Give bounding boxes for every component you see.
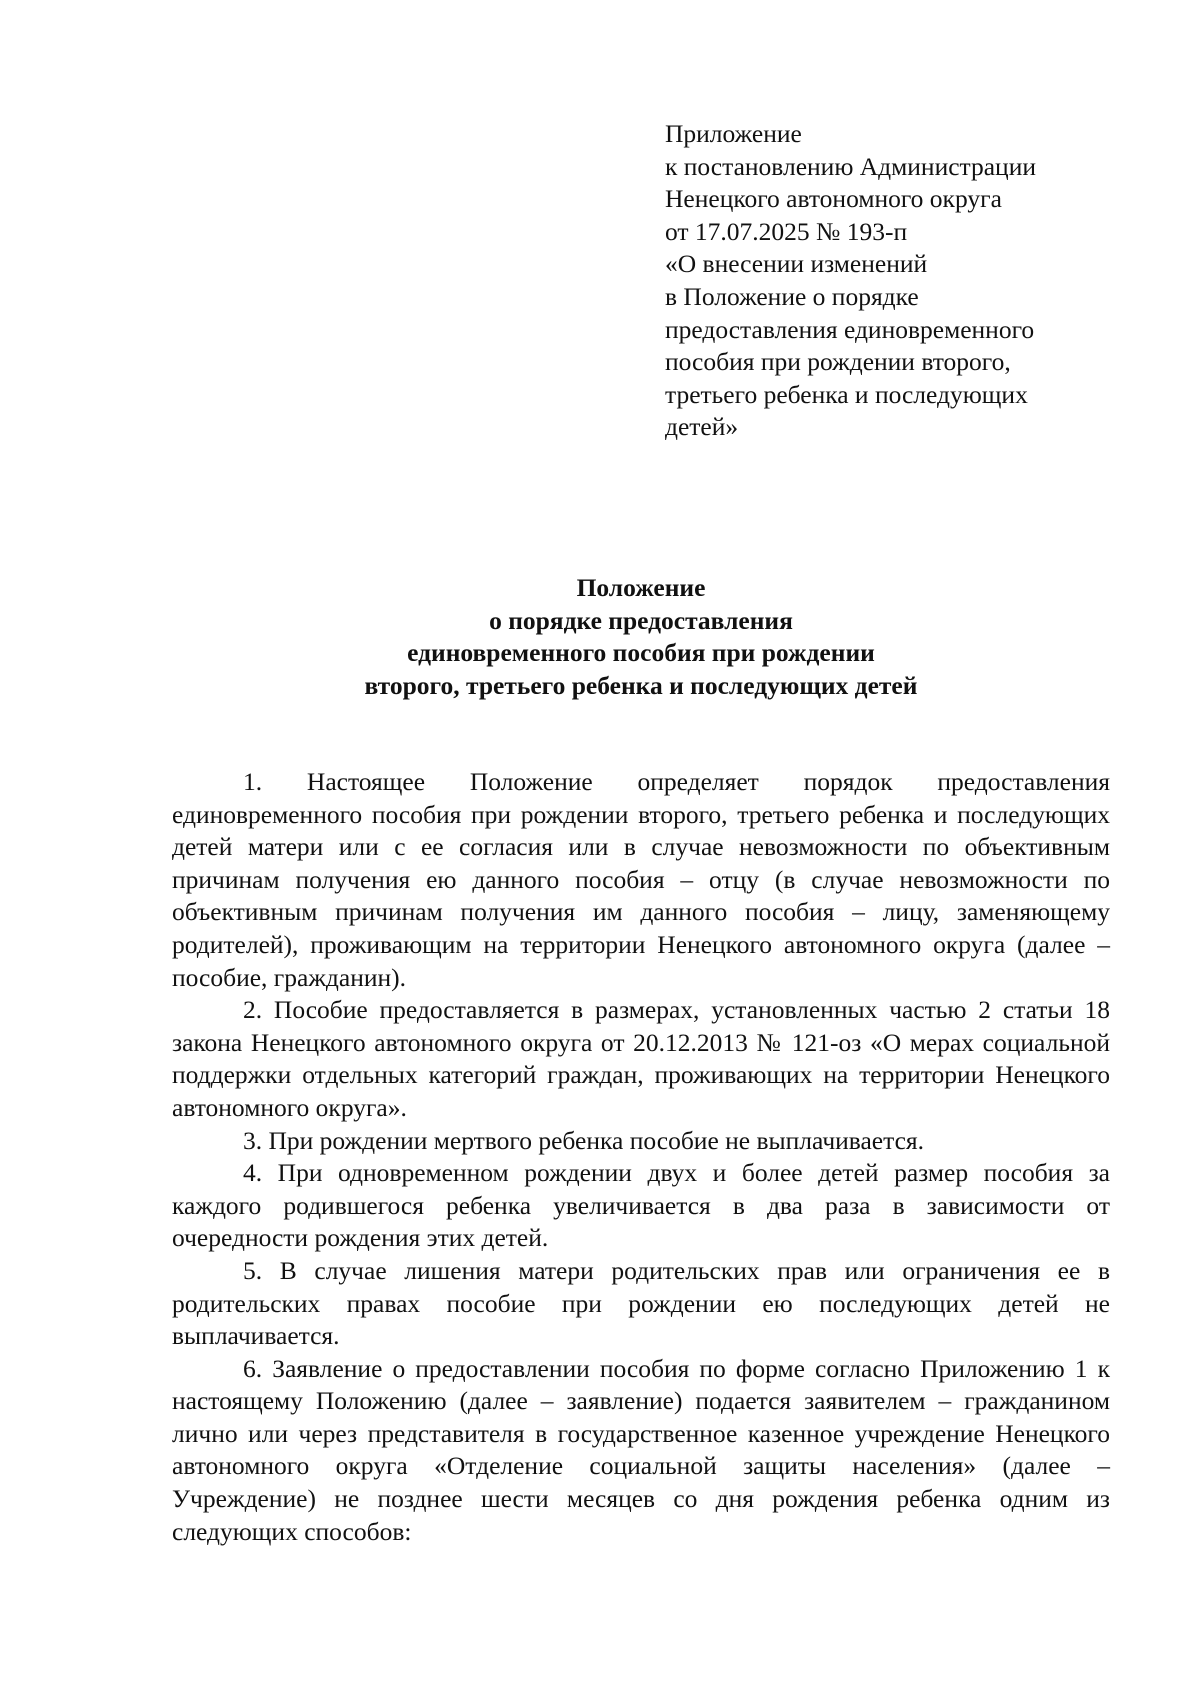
title-line: Положение xyxy=(576,573,706,602)
paragraph-6: 6. Заявление о предоставлении пособия по форме согласно Приложению 1 к настоящему Положению (далее – заявление) подается заявителем – гражданином лично или через представителя в государственное казенное учреждение Ненецкого автономного округа «Отделение социальной защиты населения» (далее – Учреждение) не позднее шести месяцев со дня рождения ребенка одним из следующих способов: xyxy=(172,1353,1110,1546)
title-line: о порядке предоставления xyxy=(489,605,793,635)
paragraph-4: 4. При одновременном рождении двух и более детей размер пособия за каждого родившегося ребенка увеличивается в два раза в зависимости от очередности рождения этих детей. xyxy=(172,1158,1110,1253)
appendix-line: в Положение о порядке xyxy=(665,281,919,311)
paragraph-1: 1. Настоящее Положение определяет порядок предоставления единовременного пособия при рождении второго, третьего ребенка и последующих детей матери или с ее согласия или в случае невозможности по объективным причинам получения ею данного пособия – отцу (в случае невозможности по объективным причинам получения им данного пособия – лицу, заменяющему родителей), проживающим на территории Ненецкого автономного округа (далее – пособие, гражданин). xyxy=(172,767,1110,992)
document-title xyxy=(170,572,1112,702)
appendix-block xyxy=(665,118,1135,444)
title-line: единовременного пособия при рождении xyxy=(407,638,875,668)
appendix-line: детей» xyxy=(665,412,739,442)
appendix-line: Ненецкого автономного округа xyxy=(665,184,1002,214)
title-line: второго, третьего ребенка и последующих детей xyxy=(364,670,918,700)
paragraph-2: 2. Пособие предоставляется в размерах, установленных частью 2 статьи 18 закона Ненецкого автономного округа от 20.12.2013 № 121-оз «О мерах социальной поддержки отдельных категорий граждан, проживающих на территории Ненецкого автономного округа». xyxy=(172,995,1110,1122)
paragraph-5: 5. В случае лишения матери родительских прав или ограничения ее в родительских правах пособие при рождении ею последующих детей не выплачивается. xyxy=(172,1255,1110,1351)
appendix-line: предоставления единовременного xyxy=(665,314,1035,344)
appendix-line: Приложение xyxy=(665,119,802,148)
appendix-line: пособия при рождении второго, xyxy=(665,347,1011,377)
appendix-line: «О внесении изменений xyxy=(665,249,928,279)
paragraph-3: 3. При рождении мертвого ребенка пособие не выплачивается. xyxy=(243,1125,925,1155)
document-body xyxy=(172,766,1110,1548)
appendix-line: третьего ребенка и последующих xyxy=(665,379,1028,409)
appendix-line: от 17.07.2025 № 193-п xyxy=(665,216,908,246)
appendix-line: к постановлению Администрации xyxy=(665,151,1036,181)
